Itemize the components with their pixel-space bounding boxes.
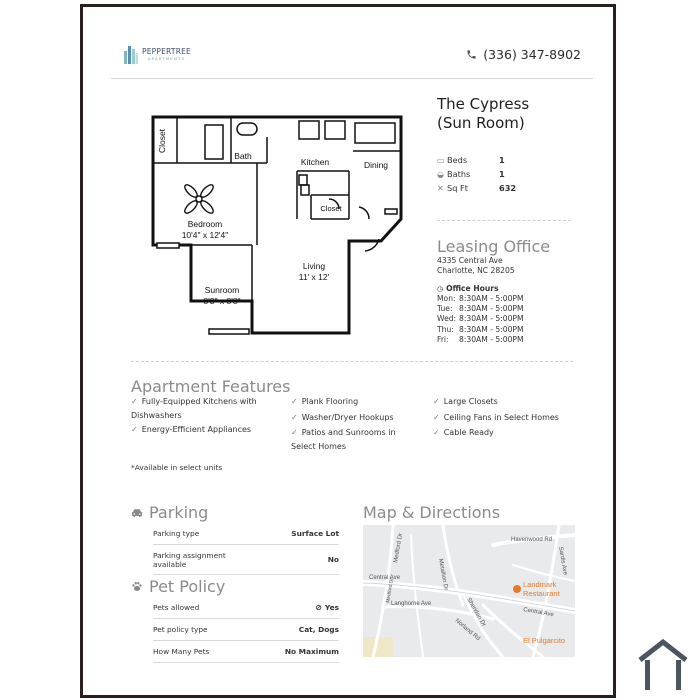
pet-policy-title: Pet Policy: [149, 577, 226, 596]
phone-number: (336) 347-8902: [483, 47, 581, 62]
room-bath: Bath: [234, 151, 252, 161]
bed-icon: ▭: [437, 155, 445, 165]
parking-heading: [131, 503, 208, 522]
spec-row: [437, 153, 516, 167]
feature-item: [283, 411, 417, 425]
leasing-title: Leasing Office: [437, 237, 551, 256]
features-col-1: [131, 395, 271, 437]
hours-time: 8:30AM - 5:00PM: [459, 324, 524, 334]
check-icon: ✓: [131, 425, 138, 434]
map-embed[interactable]: [363, 525, 575, 657]
office-hours-heading: [437, 284, 587, 294]
hours-time: 8:30AM - 5:00PM: [459, 314, 524, 324]
poi-landmark-line1[interactable]: Landmark: [523, 580, 557, 589]
room-sunroom: Sunroom: [204, 285, 240, 295]
office-hours-title: Office Hours: [446, 283, 499, 293]
poi-el-pulgarcito[interactable]: El Pulgarcito: [523, 636, 566, 645]
spec-row: [437, 167, 516, 181]
row-label: How Many Pets: [153, 647, 210, 656]
feature-text: Washer/Dryer Hookups: [301, 412, 394, 422]
ceiling-fan-icon: [183, 183, 215, 215]
feature-text: Cable Ready: [443, 428, 494, 437]
logo-mark-icon: [123, 43, 139, 65]
hours-time: 8:30AM - 5:00PM: [459, 335, 524, 345]
table-row: [153, 545, 339, 575]
floor-plan: [149, 111, 405, 335]
row-label: Parking type: [153, 529, 200, 538]
bath-icon: ◒: [437, 169, 444, 179]
table-row: [153, 523, 339, 545]
brand-logo[interactable]: [123, 43, 191, 65]
hours-row: [437, 304, 587, 314]
hours-day: Wed:: [437, 314, 457, 324]
phone-icon: [466, 49, 477, 60]
row-value: No: [327, 555, 339, 564]
map-label-medford: Medford Dr: [393, 532, 405, 564]
leasing-address-1: 4335 Central Ave: [437, 256, 503, 265]
paw-icon: [131, 581, 143, 592]
unit-title-line2: (Sun Room): [437, 114, 525, 132]
unit-specs: [437, 153, 516, 195]
pet-policy-heading: [131, 577, 225, 596]
parking-title: Parking: [149, 503, 209, 522]
logo-name: PEPPERTREE: [142, 46, 191, 56]
row-label: Pets allowed: [153, 603, 200, 612]
room-bedroom-dim: 10'4" x 12'4": [181, 230, 229, 240]
hours-row: [437, 294, 587, 304]
car-icon: [131, 508, 143, 518]
clock-icon: ◷: [437, 284, 444, 293]
row-label: Parking assignment available: [153, 550, 226, 569]
spec-label: Baths: [447, 169, 471, 179]
spec-label: Sq Ft: [447, 183, 468, 193]
logo-text: [142, 48, 191, 61]
spec-row: [437, 181, 516, 195]
features-title: Apartment Features: [131, 377, 291, 396]
home-icon[interactable]: [636, 638, 690, 692]
header-divider: [111, 78, 593, 79]
hours-row: [437, 335, 587, 345]
room-living: Living: [302, 261, 326, 271]
poi-landmark-line2[interactable]: Restaurant: [523, 589, 560, 598]
map-label-sheridan: Sheridan Dr: [465, 597, 487, 628]
room-closet-mid: Closet: [320, 204, 342, 213]
hours-day: Fri:: [437, 335, 449, 345]
feature-text: Large Closets: [443, 397, 498, 406]
pet-policy-table: [153, 597, 339, 663]
check-icon: ✓: [131, 397, 138, 406]
row-value-wrap: [315, 603, 339, 612]
row-value: Surface Lot: [291, 529, 339, 538]
feature-text: Fully-Equipped Kitchens with Dishwashers: [131, 397, 257, 420]
unit-title: [437, 95, 529, 133]
hours-day: Thu:: [437, 324, 454, 334]
map-label-sardis: Sardis Ave: [557, 546, 568, 576]
map-title: Map & Directions: [363, 503, 501, 522]
feature-item: [433, 395, 563, 409]
hours-row: [437, 314, 587, 324]
row-value: Cat, Dogs: [298, 625, 339, 634]
restaurant-pin-icon[interactable]: [513, 585, 521, 593]
room-sunroom-dim: 8'3" x 8'8": [203, 296, 241, 306]
hours-time: 8:30AM - 5:00PM: [459, 304, 524, 314]
map-label-langhorne: Langhorne Ave: [391, 601, 432, 607]
leasing-address-2: Charlotte, NC 28205: [437, 266, 515, 276]
feature-item: [131, 395, 271, 422]
check-circle-icon: ⊘: [315, 603, 322, 612]
leasing-office: [437, 237, 587, 345]
feature-item: [283, 395, 417, 409]
spec-value: 1: [499, 169, 505, 179]
hours-row: [437, 325, 587, 335]
feature-item: [433, 411, 563, 425]
room-living-dim: 11' x 12': [298, 272, 330, 282]
check-icon: ✓: [433, 412, 440, 422]
hours-day: Mon:: [437, 293, 456, 303]
feature-text: Energy-Efficient Appliances: [141, 425, 252, 434]
check-icon: ✓: [433, 397, 440, 406]
table-row: [153, 597, 339, 619]
room-bedroom: Bedroom: [187, 219, 223, 229]
features-note: *Available in select units: [131, 463, 223, 472]
feature-item: [433, 426, 563, 440]
unit-title-line1: The Cypress: [437, 95, 530, 113]
section-divider: [131, 361, 573, 362]
spec-label: Beds: [447, 155, 468, 165]
phone-contact[interactable]: [466, 47, 581, 62]
feature-text: Plank Flooring: [301, 397, 359, 406]
feature-text: Patios and Sunrooms in Select Homes: [291, 428, 396, 451]
features-col-3: [433, 395, 563, 440]
feature-item: [131, 423, 271, 437]
spec-value: 1: [499, 155, 505, 165]
room-closet-left: Closet: [157, 128, 167, 154]
check-icon: ✓: [291, 397, 298, 406]
logo-sub: APARTMENTS: [147, 55, 186, 61]
parking-table: [153, 523, 339, 575]
table-row: [153, 641, 339, 663]
check-icon: ✓: [291, 428, 298, 437]
map-label-metallion: Metallion Dr: [437, 558, 449, 591]
hours-time: 8:30AM - 5:00PM: [459, 293, 524, 303]
map-label-central-east: Central Ave: [522, 607, 555, 619]
feature-text: Ceiling Fans in Select Homes: [443, 412, 559, 422]
map-label-norland: Norland Rd: [453, 617, 481, 643]
office-hours-list: [437, 294, 587, 345]
row-value: Yes: [324, 603, 339, 612]
brochure-page: [80, 4, 616, 698]
area-icon: ✕: [437, 183, 444, 193]
map-graphic[interactable]: [363, 525, 575, 657]
room-kitchen: Kitchen: [300, 157, 330, 167]
specs-divider: [437, 220, 571, 221]
hours-day: Tue:: [437, 304, 453, 314]
features-col-2: [283, 395, 417, 453]
check-icon: ✓: [291, 412, 298, 422]
map-label-havenwood: Havenwood Rd: [511, 537, 553, 543]
room-dining: Dining: [363, 160, 389, 170]
check-icon: ✓: [433, 428, 440, 437]
map-label-medford-2: Medford Dr: [385, 577, 396, 604]
map-label-central-west: Central Ave: [369, 575, 400, 581]
feature-item: [283, 426, 417, 453]
row-value: No Maximum: [284, 647, 339, 656]
table-row: [153, 619, 339, 641]
spec-value: 632: [499, 183, 517, 193]
row-label: Pet policy type: [153, 625, 208, 634]
